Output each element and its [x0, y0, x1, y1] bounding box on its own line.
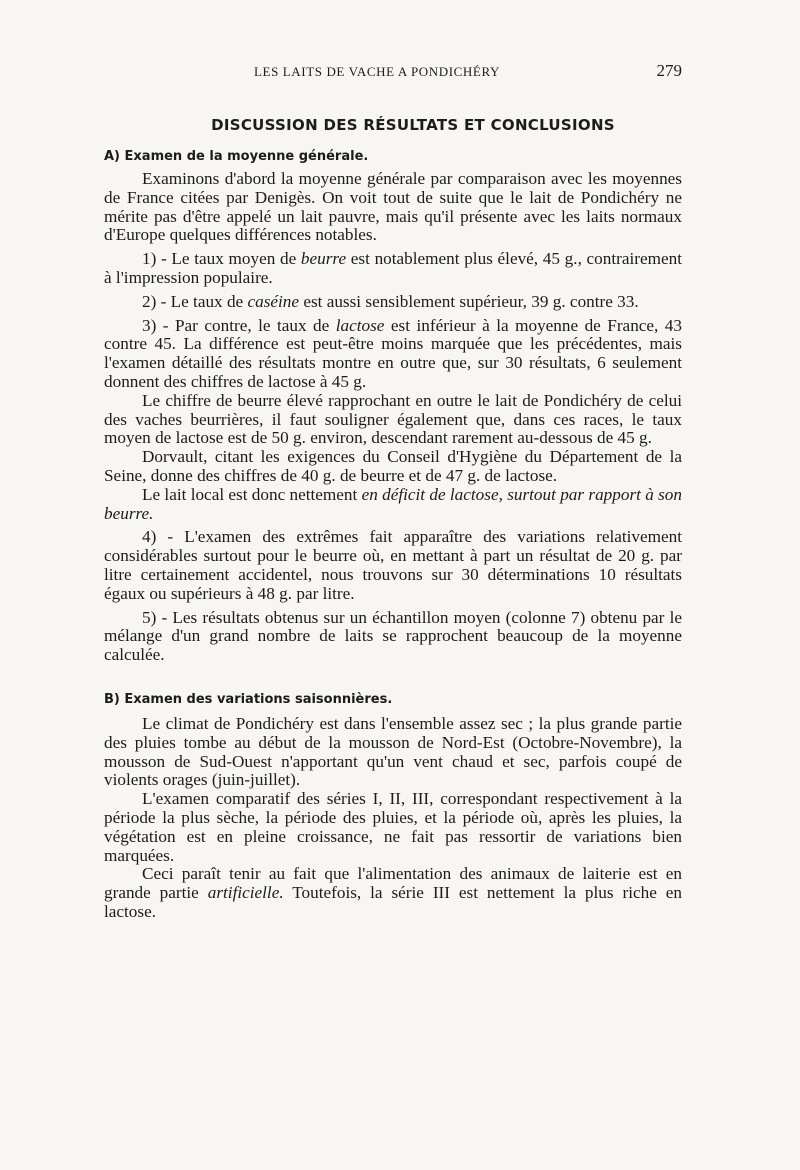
paragraph: Dorvault, citant les exigences du Conseil d'Hygiène du Département de la Seine, donne des chiffres de 40 g. de beurre et de 47 g. de lactose.: [104, 447, 682, 485]
running-header: [104, 56, 682, 86]
paragraph: Le climat de Pondichéry est dans l'ensemble assez sec ; la plus grande partie des pluies tombe au début de la mousson de Nord-Est (Octobre-Novembre), la mousson de Sud-Ouest n'apportant qu'un vent chaud et sec, parfois coupé de violents orages (juin-juillet).: [104, 713, 682, 790]
emphasis: beurre: [300, 249, 347, 269]
paragraph: 4) - L'examen des extrêmes fait apparaître des variations relativement considérables surtout pour le beurre où, en mettant à part un résultat de 20 g. par litre certainement accidentel, nous trouvons sur 30 déterminations 10 résultats égaux ou supérieurs à 48 g. par litre.: [104, 527, 682, 603]
emphasis: artificielle.: [207, 883, 284, 903]
paragraph: Le lait local est donc nettement en déficit de lactose, surtout par rapport à son beurre.: [104, 484, 682, 523]
paragraph: 5) - Les résultats obtenus sur un échantillon moyen (colonne 7) obtenu par le mélange d'un grand nombre de laits se rapprochent beaucoup de la moyenne calculée.: [104, 607, 682, 665]
paragraph: 1) - Le taux moyen de beurre est notablement plus élevé, 45 g., contrairement à l'impression populaire.: [104, 249, 682, 287]
emphasis: en déficit de lactose, surtout par rapport à son beurre.: [104, 484, 682, 523]
emphasis: caséine: [247, 291, 300, 311]
document-page: [104, 56, 682, 922]
section-a-body: [104, 170, 682, 665]
section-b-heading: B) Examen des variations saisonnières.: [104, 691, 393, 707]
section-a-heading: A) Examen de la moyenne générale.: [104, 149, 369, 164]
main-heading: DISCUSSION DES RÉSULTATS ET CONCLUSIONS: [211, 116, 615, 134]
emphasis: lactose: [335, 315, 385, 335]
section-b-body: [104, 715, 682, 922]
paragraph: Examinons d'abord la moyenne générale par comparaison avec les moyennes de France citées par Denigès. On voit tout de suite que le lait de Pondichéry ne mérite pas d'être appelé un lait pauvre, mais qu'il présente avec les laits normaux d'Europe quelques différences notables.: [104, 169, 682, 245]
paragraph: L'examen comparatif des séries I, II, III, correspondant respectivement à la période la plus sèche, la période des pluies, et la période où, après les pluies, la végétation est en pleine croissance, ne fait pas ressortir de variations bien marquées.: [104, 789, 682, 865]
running-title: LES LAITS DE VACHE A PONDICHÉRY: [254, 64, 501, 79]
page-number: 279: [656, 61, 682, 80]
paragraph: Ceci paraît tenir au fait que l'alimentation des animaux de laiterie est en grande partie artificielle. Toutefois, la série III est nettement la plus riche en lactose.: [104, 864, 682, 921]
paragraph: Le chiffre de beurre élevé rapprochant en outre le lait de Pondichéry de celui des vaches beurrières, il faut souligner également que, dans ces races, le taux moyen de lactose est de 50 g. environ, descendant rarement au-dessous de 45 g.: [104, 390, 682, 448]
paragraph: 3) - Par contre, le taux de lactose est inférieur à la moyenne de France, 43 contre 45. La différence est peut-être moins marquée que les précédentes, mais l'examen détaillé des résultats montre en outre que, sur 30 résultats, 6 seulement donnent des chiffres de lactose à 45 g.: [104, 315, 682, 391]
paragraph: 2) - Le taux de caséine est aussi sensiblement supérieur, 39 g. contre 33.: [142, 291, 639, 311]
